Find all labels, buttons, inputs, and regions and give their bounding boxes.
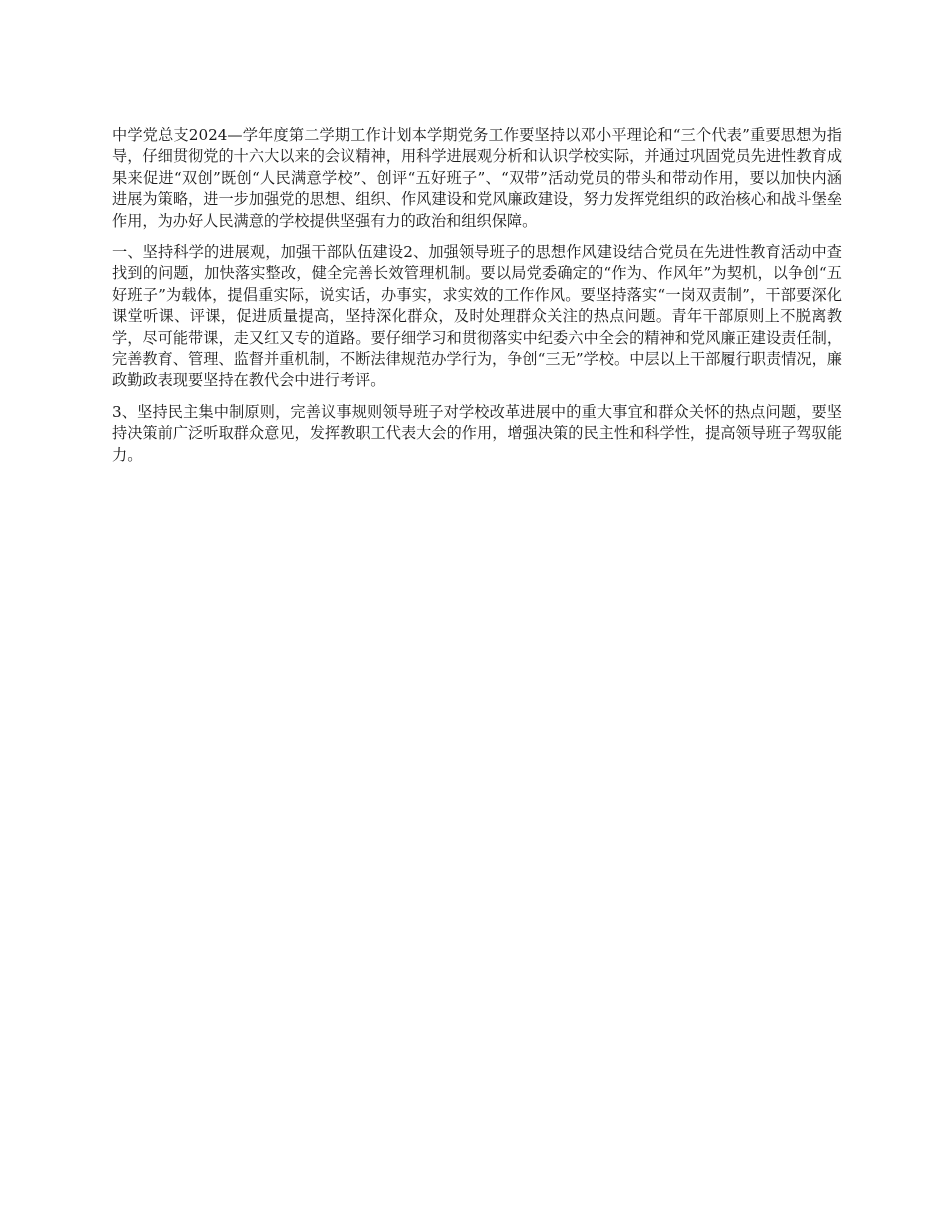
paragraph-section-one: 一、坚持科学的进展观，加强干部队伍建设2、加强领导班子的思想作风建设结合党员在先进性教育活动中查找到的问题，加快落实整改，健全完善长效管理机制。要以局党委确定的“作为、作风年”为契机，以争创“五好班子”为载体，提倡重实际，说实话，办事实，求实效的工作作风。要坚持落实“一岗双责制”，干部要深化课堂听课、评课，促进质量提高，坚持深化群众，及时处理群众关注的热点问题。青年干部原则上不脱离教学，尽可能带课，走又红又专的道路。要仔细学习和贯彻落实中纪委六中全会的精神和党风廉正建设责任制，完善教育、管理、监督并重机制，不断法律规范办学行为，争创“三无”学校。中层以上干部履行职责情况，廉政勤政表现要坚持在教代会中进行考评。 [112, 243, 842, 390]
paragraph-section-three: 3、坚持民主集中制原则，完善议事规则领导班子对学校改革进展中的重大事宜和群众关怀的热点问题，要坚持决策前广泛听取群众意见，发挥教职工代表大会的作用，增强决策的民主性和科学性，提高领导班子驾驭能力。 [112, 402, 842, 464]
paragraph-intro: 中学党总支2024—学年度第二学期工作计划本学期党务工作要坚持以邓小平理论和“三个代表”重要思想为指导，仔细贯彻党的十六大以来的会议精神，用科学进展观分析和认识学校实际，并通过巩固党员先进性教育成果来促进“双创”既创“人民满意学校”、创评“五好班子”、“双带”活动党员的带头和带动作用，要以加快内涵进展为策略，进一步加强党的思想、组织、作风建设和党风廉政建设，努力发挥党组织的政治核心和战斗堡垒作用，为办好人民满意的学校提供坚强有力的政治和组织保障。 [112, 126, 842, 230]
document-body [112, 125, 842, 476]
